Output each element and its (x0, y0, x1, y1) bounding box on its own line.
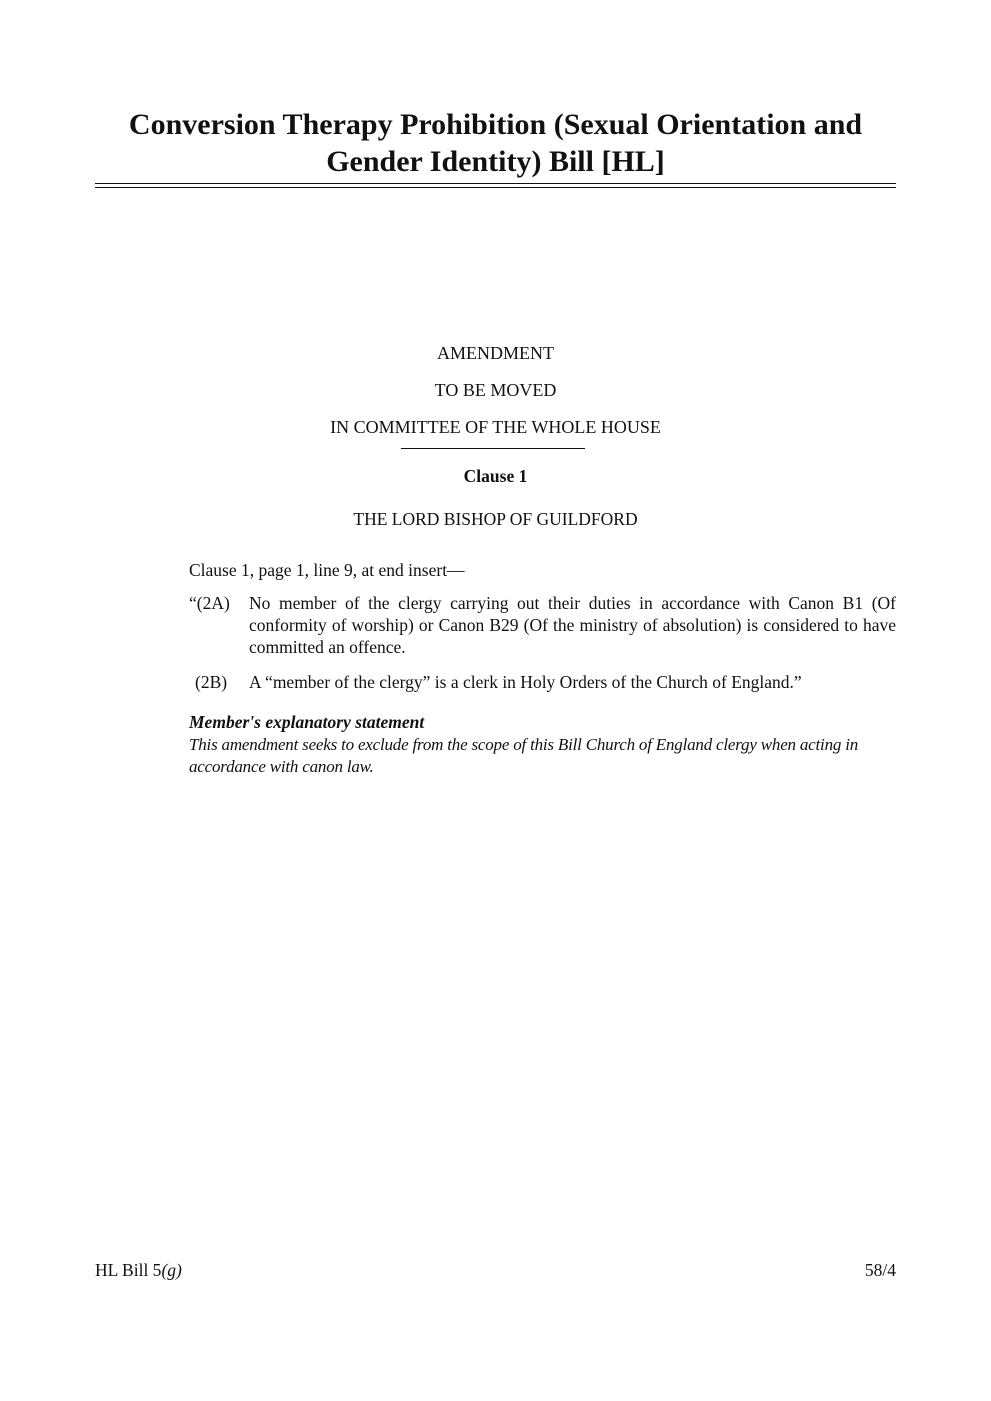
paragraph-2b (189, 671, 896, 693)
paragraph-number: “(2A) (189, 593, 230, 613)
paragraph-text: No member of the clergy carrying out their duties in accordance with Canon B1 (Of conformity of worship) or Canon B29 (Of the ministry of absolution) is considered to have committed an offence. (249, 593, 896, 657)
paragraph-number: (2B) (195, 672, 228, 692)
bill-title: Conversion Therapy Prohibition (Sexual Orientation and Gender Identity) Bill [HL] (128, 108, 863, 178)
heading-committee: IN COMMITTEE OF THE WHOLE HOUSE (330, 417, 661, 437)
heading-rule (401, 448, 585, 449)
footer-reference: 58/4 (864, 1260, 896, 1280)
amendment-instruction: Clause 1, page 1, line 9, at end insert— (189, 560, 465, 580)
paragraph-text: A “member of the clergy” is a clerk in Holy Orders of the Church of England.” (249, 672, 802, 692)
title-rule-top (95, 183, 896, 184)
paragraph-2a (189, 592, 896, 658)
heading-amendment: AMENDMENT (437, 343, 554, 363)
explanatory-heading: Member's explanatory statement (189, 712, 425, 732)
explanatory-text: This amendment seeks to exclude from the scope of this Bill Church of England clergy when acting in accordance with canon law. (189, 735, 859, 776)
bill-suffix: (g) (161, 1260, 182, 1280)
clause-heading: Clause 1 (463, 466, 528, 486)
mover-name: THE LORD BISHOP OF GUILDFORD (353, 509, 638, 529)
title-rule-bottom (95, 187, 896, 188)
heading-to-be-moved: TO BE MOVED (434, 380, 557, 400)
bill-number: HL Bill 5 (95, 1260, 162, 1280)
footer-bill-number (95, 1260, 182, 1281)
